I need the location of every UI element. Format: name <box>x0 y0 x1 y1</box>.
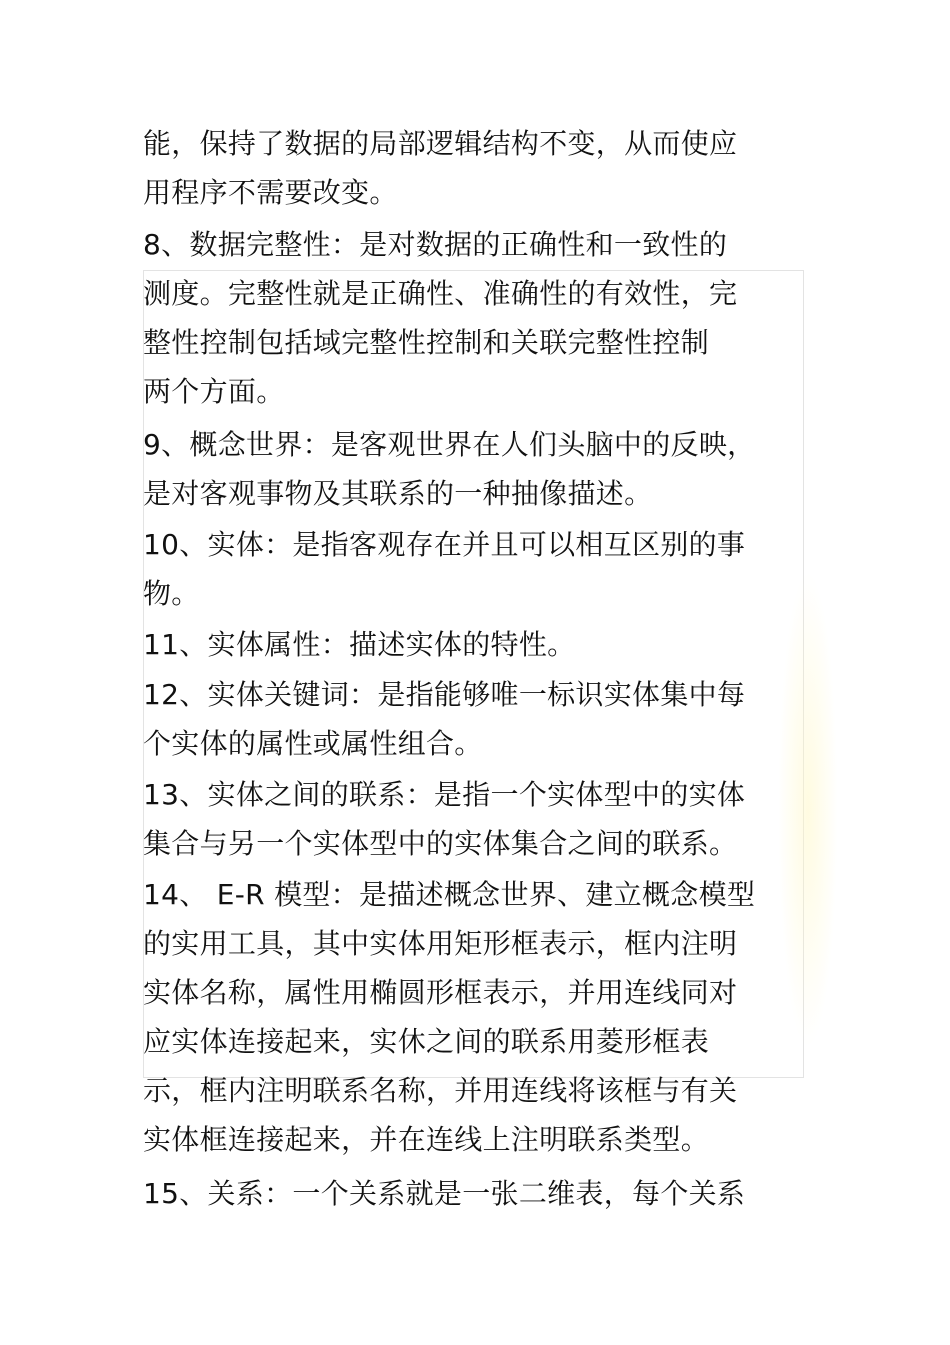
text-line: 集合与另一个实体型中的实体集合之间的联系。 <box>143 827 738 860</box>
text-line: 实体框连接起来，并在连线上注明联系类型。 <box>143 1123 710 1156</box>
text-line: 物。 <box>143 577 200 610</box>
text-line: 15、关系：一个关系就是一张二维表，每个关系 <box>143 1177 746 1210</box>
text-line: 12、实体关键词：是指能够唯一标识实体集中每 <box>143 678 746 711</box>
text-line: 9、概念世界：是客观世界在人们头脑中的反映， <box>143 428 756 461</box>
scan-glare <box>778 570 838 1050</box>
text-line: 10、实体：是指客观存在并且可以相互区别的事 <box>143 528 746 561</box>
text-line: 两个方面。 <box>143 375 285 408</box>
text-line: 用程序不需要改变。 <box>143 176 398 209</box>
text-line: 应实体连接起来，实休之间的联系用菱形框表 <box>143 1025 710 1058</box>
text-line: 14、 E-R 模型：是描述概念世界、建立概念模型 <box>143 878 756 911</box>
text-line: 实体名称，属性用椭圆形框表示，并用连线同对 <box>143 976 738 1009</box>
text-line: 13、实体之间的联系：是指一个实体型中的实体 <box>143 778 746 811</box>
text-line: 是对客观事物及其联系的一种抽像描述。 <box>143 477 653 510</box>
text-line: 整性控制包括域完整性控制和关联完整性控制 <box>143 326 710 359</box>
text-line: 8、数据完整性：是对数据的正确性和一致性的 <box>143 228 728 261</box>
text-line: 示，框内注明联系名称，并用连线将该框与有关 <box>143 1074 738 1107</box>
text-line: 的实用工具，其中实体用矩形框表示，框内注明 <box>143 927 738 960</box>
text-line: 能，保持了数据的局部逻辑结构不变，从而使应 <box>143 127 738 160</box>
text-line: 个实体的属性或属性组合。 <box>143 727 483 760</box>
text-line: 11、实体属性：描述实体的特性。 <box>143 628 576 661</box>
text-line: 测度。完整性就是正确性、准确性的有效性，完 <box>143 277 738 310</box>
